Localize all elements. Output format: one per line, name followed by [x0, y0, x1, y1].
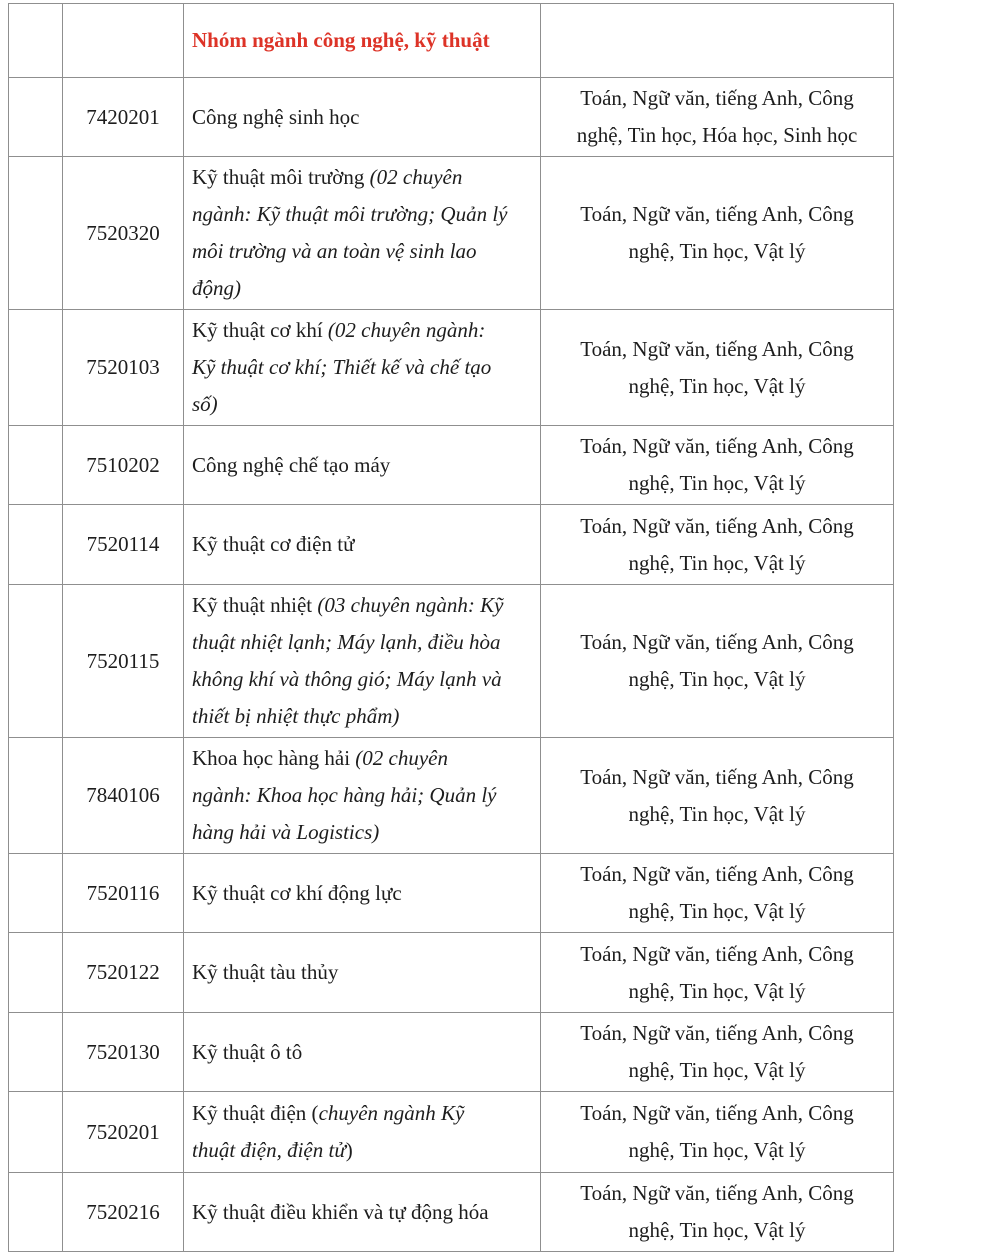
table-head — [9, 4, 894, 78]
major-code-cell — [63, 933, 184, 1013]
row-blank-cell — [9, 426, 63, 505]
major-name-cell — [184, 1173, 541, 1252]
subjects-cell — [541, 933, 894, 1013]
subjects-cell — [541, 1013, 894, 1092]
subjects-text: Toán, Ngữ văn, tiếng Anh, Công nghệ, Tin học, Hóa học, Sinh học — [576, 86, 858, 147]
subjects-cell — [541, 738, 894, 854]
major-note-italic: (03 chuyên ngành: Kỹ thuật nhiệt lạnh; Máy lạnh, điều hòa không khí và thông gió; Máy lạnh và thiết bị nhiệt thực phẩm) — [192, 593, 504, 728]
row-blank-cell — [9, 585, 63, 738]
major-name: Kỹ thuật ô tô — [192, 1039, 303, 1064]
major-code: 7840106 — [86, 783, 160, 807]
major-code-cell — [63, 310, 184, 426]
major-name-cell — [184, 738, 541, 854]
majors-subjects-table — [8, 3, 894, 1252]
major-code-cell — [63, 1173, 184, 1252]
major-code: 7520201 — [86, 1119, 160, 1144]
subjects-text: Toán, Ngữ văn, tiếng Anh, Công nghệ, Tin học, Vật lý — [580, 336, 854, 398]
major-code-cell — [63, 1013, 184, 1092]
major-code: 7420201 — [86, 104, 160, 129]
subjects-text: Toán, Ngữ văn, tiếng Anh, Công nghệ, Tin học, Vật lý — [580, 1181, 854, 1242]
major-name-cell — [184, 854, 541, 933]
group-header-cell — [184, 4, 541, 78]
major-code-cell — [63, 505, 184, 585]
major-code: 7510202 — [86, 452, 160, 477]
group-header-row — [9, 4, 894, 78]
table-row — [9, 426, 894, 505]
subjects-text: Toán, Ngữ văn, tiếng Anh, Công nghệ, Tin học, Vật lý — [580, 434, 854, 495]
major-name-cell — [184, 1013, 541, 1092]
row-blank-cell — [9, 157, 63, 310]
table-row — [9, 78, 894, 157]
major-name: Công nghệ sinh học — [192, 104, 360, 129]
subjects-cell — [541, 1173, 894, 1252]
row-blank-cell — [9, 78, 63, 157]
major-name: Kỹ thuật điều khiển và tự động hóa — [192, 1199, 489, 1224]
header-blank-cell-1 — [9, 4, 63, 78]
subjects-cell — [541, 78, 894, 157]
table-row — [9, 157, 894, 310]
major-name: Kỹ thuật cơ khí — [192, 318, 328, 342]
major-name-cell — [184, 933, 541, 1013]
table-row — [9, 585, 894, 738]
major-name-cell — [184, 78, 541, 157]
major-name-cell — [184, 1092, 541, 1173]
major-note-italic: (02 chuyên ngành: Khoa học hàng hải; Quản lý hàng hải và Logistics) — [192, 746, 497, 844]
table-row — [9, 310, 894, 426]
major-name-cell — [184, 505, 541, 585]
major-code: 7520116 — [86, 880, 160, 905]
major-code-cell — [63, 854, 184, 933]
header-blank-cell-3 — [541, 4, 894, 78]
major-code-cell — [63, 78, 184, 157]
subjects-cell — [541, 505, 894, 585]
subjects-text: Toán, Ngữ văn, tiếng Anh, Công nghệ, Tin học, Vật lý — [580, 941, 854, 1003]
subjects-cell — [541, 1092, 894, 1173]
major-code: 7520216 — [86, 1199, 160, 1224]
major-note-italic: (02 chuyên ngành: Kỹ thuật cơ khí; Thiết kế và chế tạo số) — [192, 318, 492, 416]
row-blank-cell — [9, 933, 63, 1013]
subjects-text: Toán, Ngữ văn, tiếng Anh, Công nghệ, Tin học, Vật lý — [580, 1021, 854, 1082]
row-blank-cell — [9, 738, 63, 854]
table-row — [9, 854, 894, 933]
major-name-cell — [184, 585, 541, 738]
row-blank-cell — [9, 505, 63, 585]
major-name-cell — [184, 310, 541, 426]
major-name: Kỹ thuật cơ điện tử — [192, 532, 355, 556]
major-code-cell — [63, 738, 184, 854]
row-blank-cell — [9, 1013, 63, 1092]
major-code-cell — [63, 426, 184, 505]
major-code: 7520130 — [86, 1039, 160, 1064]
subjects-text: Toán, Ngữ văn, tiếng Anh, Công nghệ, Tin học, Vật lý — [580, 862, 854, 923]
major-code: 7520122 — [86, 960, 160, 984]
table-body — [9, 78, 894, 1252]
table-row — [9, 738, 894, 854]
table-row — [9, 933, 894, 1013]
subjects-cell — [541, 310, 894, 426]
subjects-text: Toán, Ngữ văn, tiếng Anh, Công nghệ, Tin học, Vật lý — [580, 630, 854, 691]
table-row — [9, 505, 894, 585]
major-name: Kỹ thuật cơ khí động lực — [192, 880, 402, 905]
row-blank-cell — [9, 854, 63, 933]
major-name: Kỹ thuật điện ( — [192, 1101, 319, 1125]
major-code: 7520115 — [86, 648, 160, 673]
major-code: 7520103 — [86, 355, 160, 379]
subjects-cell — [541, 585, 894, 738]
major-code: 7520114 — [86, 532, 160, 556]
major-code-cell — [63, 157, 184, 310]
group-header-title: Nhóm ngành công nghệ, kỹ thuật — [192, 28, 490, 52]
row-blank-cell — [9, 1092, 63, 1173]
major-code: 7520320 — [86, 220, 160, 245]
major-name-cell — [184, 157, 541, 310]
subjects-text: Toán, Ngữ văn, tiếng Anh, Công nghệ, Tin học, Vật lý — [580, 202, 854, 263]
major-code-cell — [63, 585, 184, 738]
table-row — [9, 1013, 894, 1092]
major-name-suffix: ) — [345, 1138, 353, 1162]
row-blank-cell — [9, 310, 63, 426]
table-row — [9, 1173, 894, 1252]
major-name: Kỹ thuật tàu thủy — [192, 960, 339, 984]
major-name: Kỹ thuật nhiệt — [192, 593, 318, 617]
subjects-text: Toán, Ngữ văn, tiếng Anh, Công nghệ, Tin học, Vật lý — [580, 764, 854, 826]
table-row — [9, 1092, 894, 1173]
major-code-cell — [63, 1092, 184, 1173]
subjects-text: Toán, Ngữ văn, tiếng Anh, Công nghệ, Tin học, Vật lý — [580, 513, 854, 575]
major-name-cell — [184, 426, 541, 505]
header-blank-cell-2 — [63, 4, 184, 78]
row-blank-cell — [9, 1173, 63, 1252]
subjects-cell — [541, 157, 894, 310]
major-name: Khoa học hàng hải — [192, 746, 356, 770]
major-note-italic: (02 chuyên ngành: Kỹ thuật môi trường; Quản lý môi trường và an toàn vệ sinh lao động) — [192, 165, 508, 300]
major-name: Công nghệ chế tạo máy — [192, 452, 391, 477]
subjects-cell — [541, 426, 894, 505]
subjects-text: Toán, Ngữ văn, tiếng Anh, Công nghệ, Tin học, Vật lý — [580, 1101, 854, 1162]
subjects-cell — [541, 854, 894, 933]
major-note-italic: chuyên ngành Kỹ thuật điện, điện tử — [192, 1101, 465, 1162]
major-name: Kỹ thuật môi trường — [192, 165, 370, 189]
